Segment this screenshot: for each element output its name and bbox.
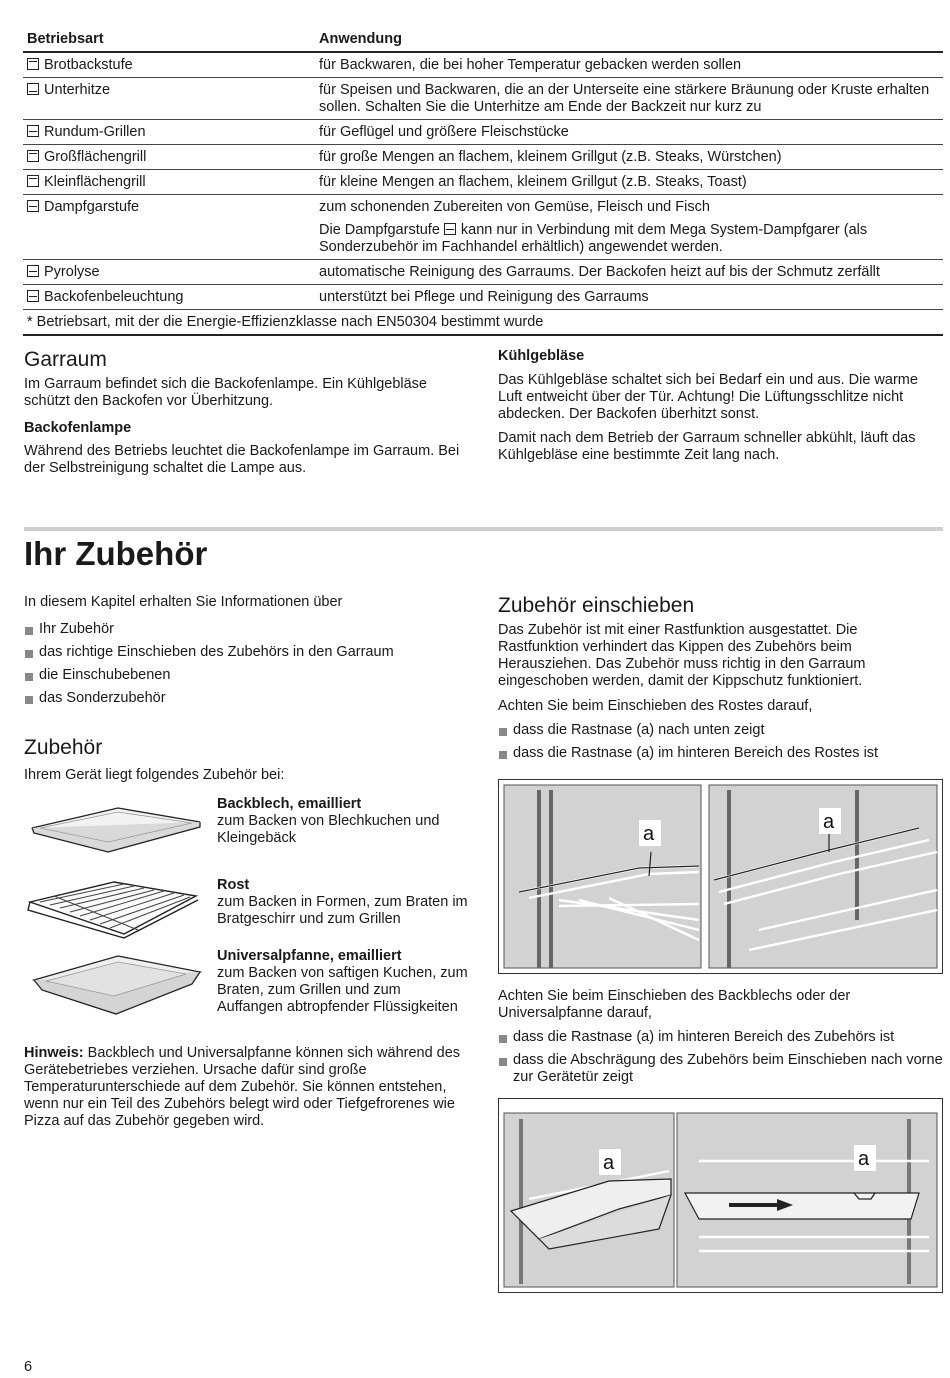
einschieben-section bbox=[498, 594, 938, 768]
backblech-insertion-figure bbox=[498, 1098, 943, 1293]
accessory-name: Rost bbox=[217, 877, 250, 893]
einschieben-title: Zubehör einschieben bbox=[498, 594, 695, 617]
list-item: das richtige Einschieben des Zubehörs in den Garraum bbox=[24, 644, 469, 661]
table-row bbox=[23, 260, 943, 285]
kuehlgeblaese-text: Das Kühlgebläse schaltet sich bei Bedarf ein und aus. Die warme Luft entweicht über der Tür. Achtung! Die Lüftungsschlitze nicht abdecken. Der Backofen überhitzt sonst. bbox=[498, 372, 918, 422]
chapter-topics-list bbox=[24, 621, 469, 707]
zubehoer-intro: Ihrem Gerät liegt folgendes Zubehör bei: bbox=[24, 767, 285, 783]
chapter-intro-section bbox=[24, 594, 469, 713]
list-item: Ihr Zubehör bbox=[24, 621, 469, 638]
kleinflaechengrill-icon bbox=[27, 175, 39, 187]
grossflaechengrill-icon bbox=[27, 150, 39, 162]
accessory-universalpfanne bbox=[217, 948, 469, 1016]
mode-usage-note bbox=[319, 222, 939, 256]
rost-rules-list bbox=[498, 722, 938, 762]
accessory-description: zum Backen von saftigen Kuchen, zum Braten, zum Grillen und zum Auffangen abtropfender Flüssigkeiten bbox=[217, 965, 468, 1015]
einschieben-text: Das Zubehör ist mit einer Rastfunktion ausgestattet. Die Rastfunktion verhindert das Kippen des Zubehörs beim Herausziehen. Das Zubehör muss richtig in den Garraum eingeschoben werden, damit der Kippschutz funktioniert. bbox=[498, 622, 866, 689]
accessory-description: zum Backen von Blechkuchen und Kleingebäck bbox=[217, 813, 440, 846]
accessory-name: Backblech, emailliert bbox=[217, 796, 362, 812]
accessory-description: zum Backen in Formen, zum Braten im Bratgeschirr und zum Grillen bbox=[217, 894, 468, 927]
mode-name: Unterhitze bbox=[44, 82, 111, 98]
brotbackstufe-icon bbox=[27, 58, 39, 70]
dampfgarstufe-icon bbox=[27, 200, 39, 212]
mode-name: Rundum-Grillen bbox=[44, 124, 146, 140]
zubehoer-section bbox=[24, 736, 469, 784]
list-item: dass die Rastnase (a) im hinteren Bereich des Rostes ist bbox=[498, 745, 938, 762]
list-item: dass die Rastnase (a) nach unten zeigt bbox=[498, 722, 938, 739]
callout-a: a bbox=[858, 1148, 870, 1170]
kuehlgeblaese-title: Kühlgebläse bbox=[498, 348, 585, 364]
hint-text: Backblech und Universalpfanne können sich während des Gerätebetriebes verziehen. Ursache dafür sind große Temperaturunterschiede auf dem Zubehör. Sie können entstehen, wenn nur ein Teil des Zubehörs belegt wird oder Tiefgefrorenes wie Pizza auf das Zubehör gegeben wird. bbox=[24, 1045, 461, 1129]
table-row bbox=[23, 78, 943, 120]
mode-name: Großflächengrill bbox=[44, 149, 147, 165]
mode-usage: unterstützt bei Pflege und Reinigung des Garraums bbox=[319, 289, 649, 305]
unterhitze-icon bbox=[27, 83, 39, 95]
table-row bbox=[23, 52, 943, 78]
garraum-title: Garraum bbox=[24, 348, 107, 371]
mode-usage: für große Mengen an flachem, kleinem Grillgut (z.B. Steaks, Würstchen) bbox=[319, 149, 782, 165]
table-header-row bbox=[23, 29, 943, 52]
garraum-section bbox=[24, 348, 469, 477]
chapter-intro: In diesem Kapitel erhalten Sie Informationen über bbox=[24, 594, 343, 610]
mode-usage: für Backwaren, die bei hoher Temperatur gebacken werden sollen bbox=[319, 57, 742, 73]
mode-usage: automatische Reinigung des Garraums. Der Backofen heizt auf bis der Schmutz zerfällt bbox=[319, 264, 880, 280]
callout-a: a bbox=[823, 811, 835, 833]
mode-name: Brotbackstufe bbox=[44, 57, 133, 73]
hint-paragraph bbox=[24, 1045, 469, 1130]
kuehlgeblaese-section bbox=[498, 348, 938, 464]
table-footnote-row bbox=[23, 310, 943, 336]
table-row bbox=[23, 120, 943, 145]
backofenbeleuchtung-icon bbox=[27, 290, 39, 302]
backofenlampe-text: Während des Betriebs leuchtet die Backofenlampe im Garraum. Bei der Selbstreinigung schaltet die Lampe aus. bbox=[24, 443, 460, 476]
universalpfanne-image bbox=[28, 950, 208, 1020]
mode-usage: für Geflügel und größere Fleischstücke bbox=[319, 124, 569, 140]
rost-intro: Achten Sie beim Einschieben des Rostes darauf, bbox=[498, 698, 813, 714]
mode-usage: für kleine Mengen an flachem, kleinem Grillgut (z.B. Steaks, Toast) bbox=[319, 174, 747, 190]
rost-insertion-figure bbox=[498, 779, 943, 974]
list-item: das Sonderzubehör bbox=[24, 690, 469, 707]
accessory-rost bbox=[217, 877, 472, 928]
modes-table bbox=[23, 29, 943, 336]
pyrolyse-icon bbox=[27, 265, 39, 277]
table-row bbox=[23, 285, 943, 310]
mode-name: Dampfgarstufe bbox=[44, 199, 140, 215]
blech-rules-list bbox=[498, 1029, 943, 1086]
mode-name: Pyrolyse bbox=[44, 264, 100, 280]
list-item: dass die Rastnase (a) im hinteren Bereich des Zubehörs ist bbox=[498, 1029, 943, 1046]
backblech-insertion-drawing bbox=[499, 1099, 942, 1292]
rundum-grillen-icon bbox=[27, 125, 39, 137]
chapter-title: Ihr Zubehör bbox=[24, 535, 208, 572]
accessory-backblech bbox=[217, 796, 472, 847]
callout-a: a bbox=[643, 823, 655, 845]
table-row bbox=[23, 170, 943, 195]
backblech-image bbox=[26, 802, 206, 854]
col-header-anwendung: Anwendung bbox=[319, 31, 402, 47]
backofenlampe-title: Backofenlampe bbox=[24, 420, 132, 436]
accessory-name: Universalpfanne, emailliert bbox=[217, 948, 402, 964]
table-footnote: * Betriebsart, mit der die Energie-Effizienzklasse nach EN50304 bestimmt wurde bbox=[27, 314, 544, 330]
hint-label: Hinweis: bbox=[24, 1045, 84, 1061]
mode-usage-note-start: Die Dampfgarstufe bbox=[319, 222, 440, 238]
dampfgarstufe-icon bbox=[444, 223, 456, 235]
garraum-text: Im Garraum befindet sich die Backofenlampe. Ein Kühlgebläse schützt den Backofen vor Überhitzung. bbox=[24, 376, 427, 409]
mode-usage: zum schonenden Zubereiten von Gemüse, Fleisch und Fisch bbox=[319, 199, 710, 215]
col-header-betriebsart: Betriebsart bbox=[27, 31, 104, 47]
chapter-divider bbox=[24, 527, 943, 531]
list-item: die Einschubebenen bbox=[24, 667, 469, 684]
mode-name: Backofenbeleuchtung bbox=[44, 289, 184, 305]
mode-name: Kleinflächengrill bbox=[44, 174, 146, 190]
rost-image bbox=[24, 876, 202, 940]
rost-insertion-drawing bbox=[499, 780, 942, 973]
zubehoer-title: Zubehör bbox=[24, 736, 103, 759]
table-row bbox=[23, 145, 943, 170]
callout-a: a bbox=[603, 1152, 615, 1174]
blech-rules-section bbox=[498, 988, 943, 1092]
list-item: dass die Abschrägung des Zubehörs beim Einschieben nach vorne zur Gerätetür zeigt bbox=[498, 1052, 943, 1086]
mode-usage: für Speisen und Backwaren, die an der Unterseite eine stärkere Bräunung oder Kruste erhalten sollen. Schalten Sie die Unterhitze am Ende der Backzeit nur kurz zu bbox=[319, 82, 930, 115]
table-row bbox=[23, 195, 943, 260]
kuehlgeblaese-text-2: Damit nach dem Betrieb der Garraum schneller abkühlt, läuft das Kühlgebläse eine bestimmte Zeit lang nach. bbox=[498, 430, 916, 463]
page-number: 6 bbox=[24, 1359, 33, 1375]
blech-intro: Achten Sie beim Einschieben des Backblechs oder der Universalpfanne darauf, bbox=[498, 988, 851, 1021]
mode-usage-note-end: kann nur in Verbindung mit dem Mega System-Dampfgarer (als Sonderzubehör im Fachhandel erhältlich) angewendet werden. bbox=[319, 222, 868, 255]
